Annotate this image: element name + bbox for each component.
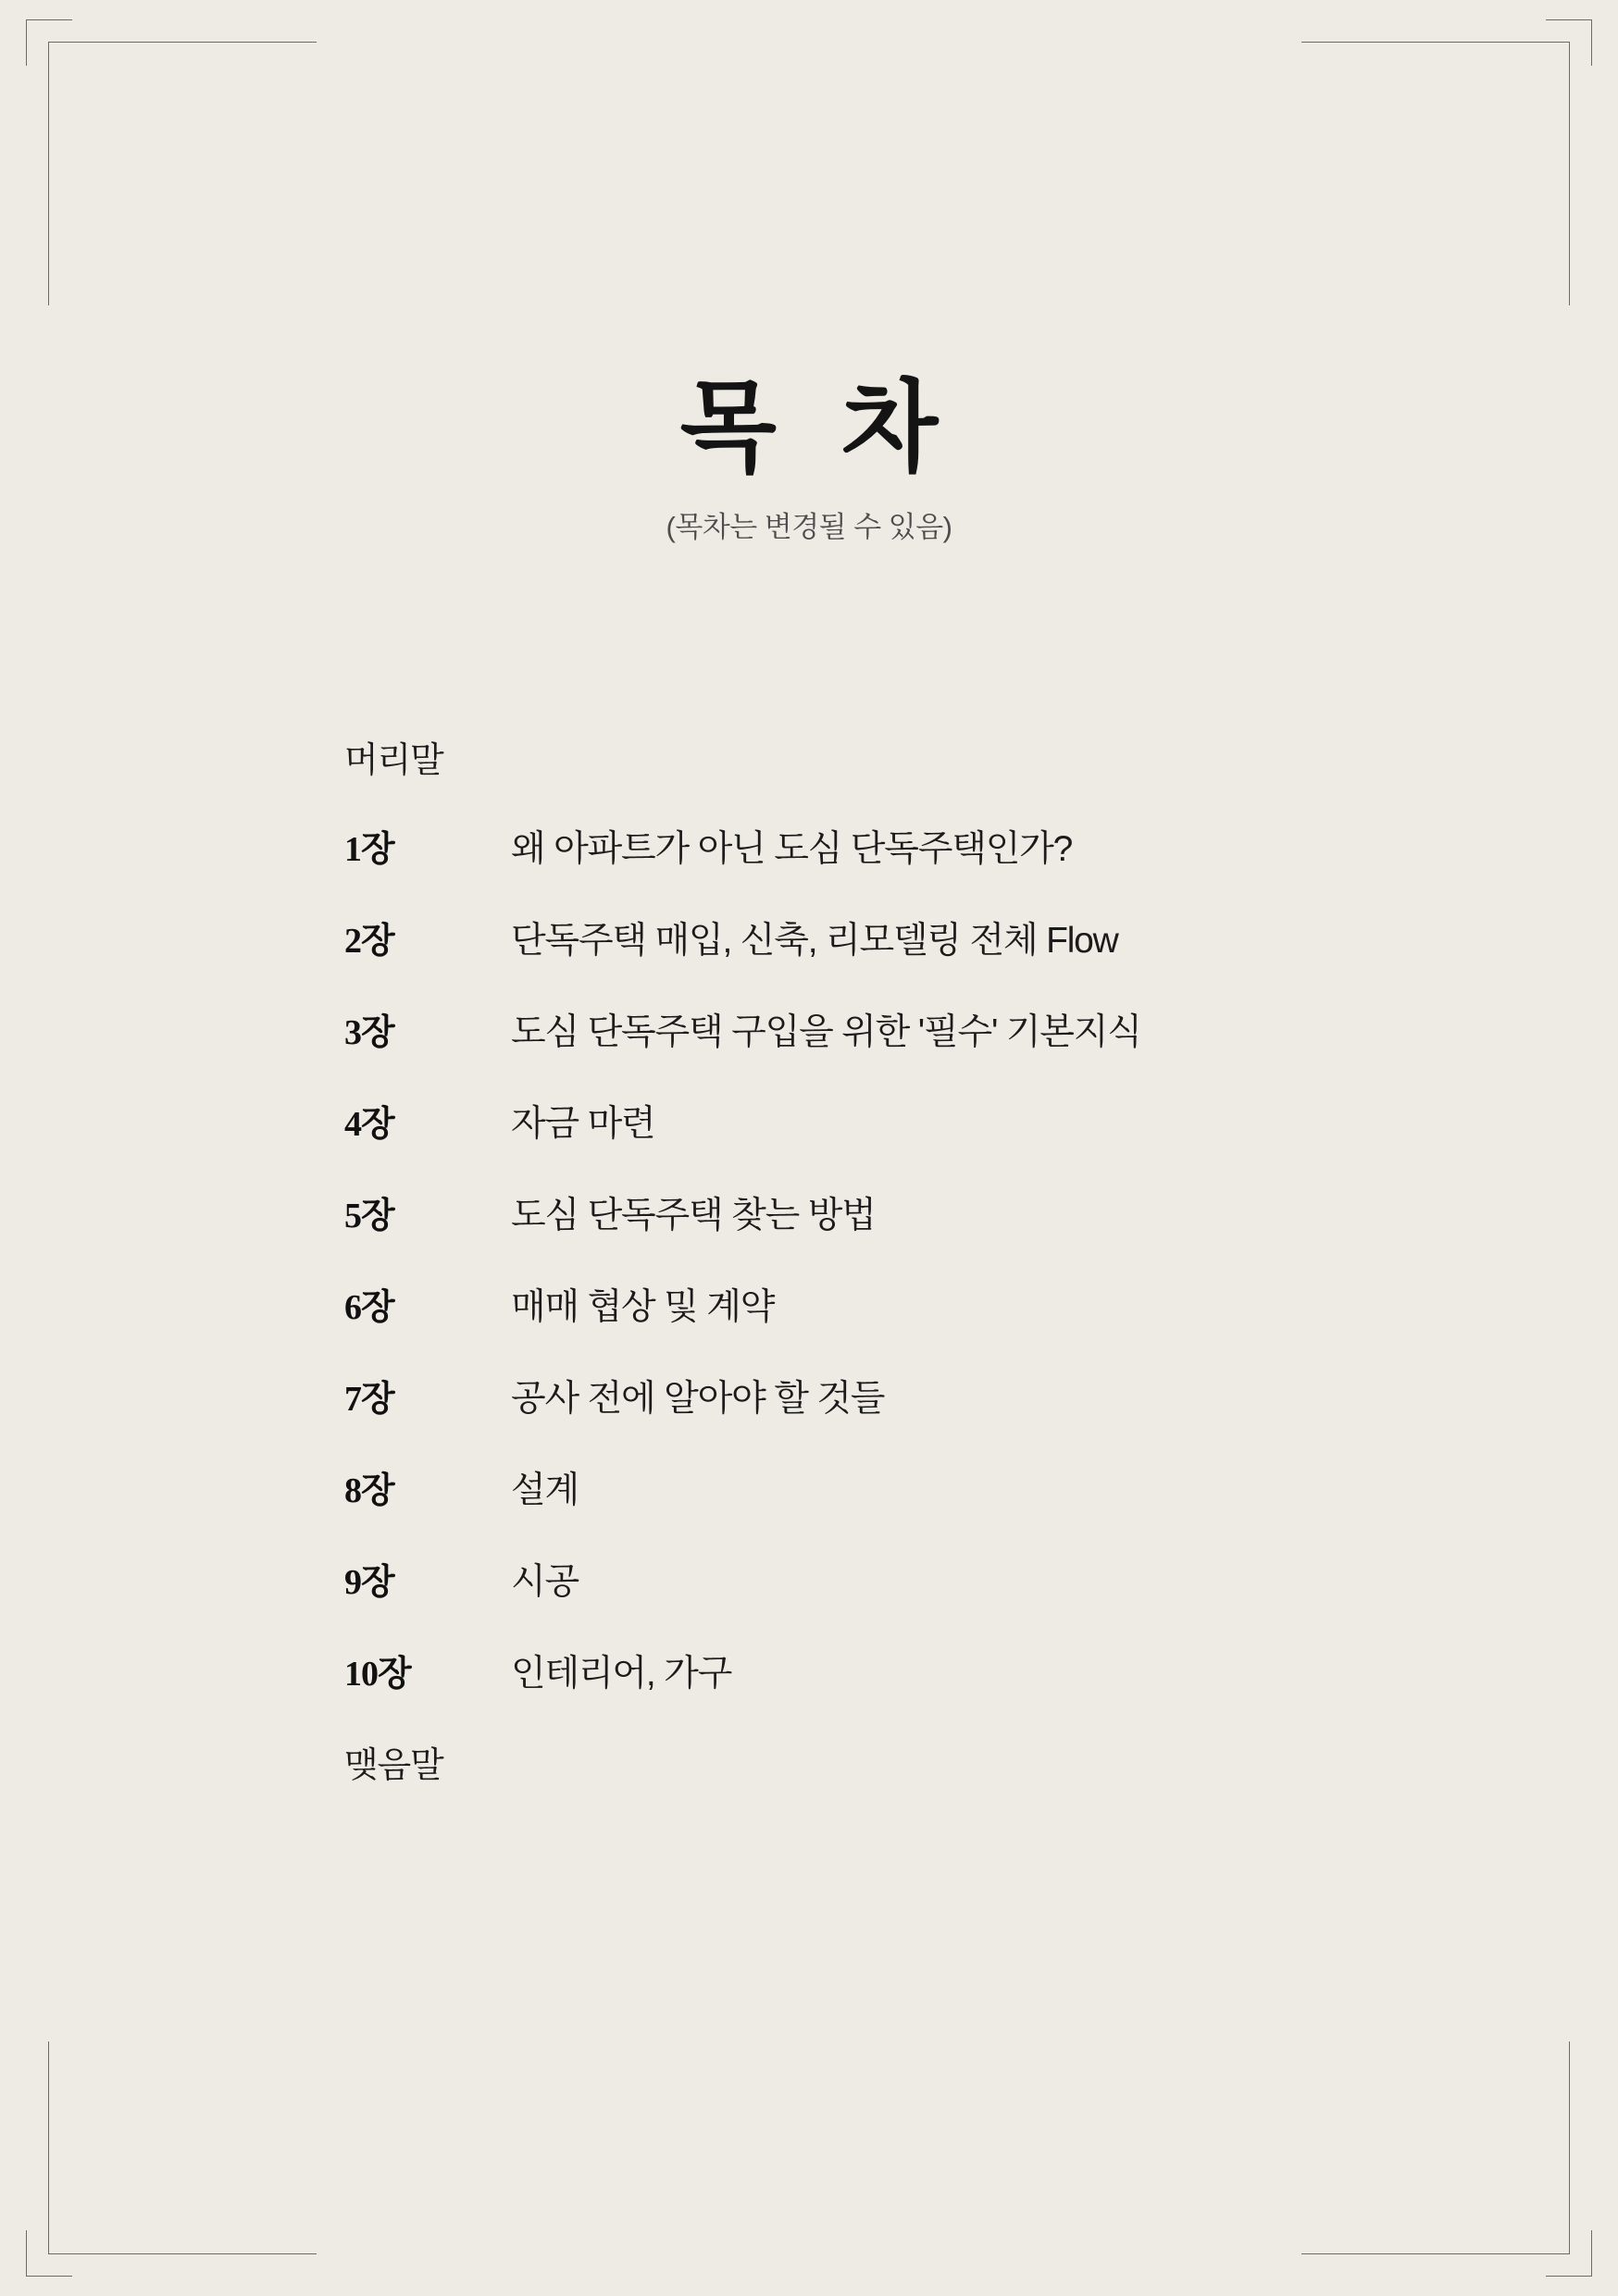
title-block <box>0 371 1618 545</box>
toc-entry <box>344 820 1363 912</box>
toc-chapter-title: 인테리어, 가구 <box>511 1654 732 1694</box>
toc-chapter-title: 자금 마련 <box>511 1104 655 1144</box>
toc-entry <box>344 1095 1363 1186</box>
toc-entry-postface <box>344 1736 1363 1825</box>
frame-notch-vertical <box>26 19 27 43</box>
toc-chapter-title: 도심 단독주택 구입을 위한 '필수' 기본지식 <box>511 1012 1141 1052</box>
toc-chapter-number: 10장 <box>344 1655 411 1694</box>
frame-notch-inner-vertical <box>1591 42 1592 66</box>
toc-chapter-number: 3장 <box>344 1013 394 1052</box>
table-of-contents <box>344 731 1363 1825</box>
frame-notch-vertical <box>1591 2253 1592 2277</box>
page-title: 목 차 <box>679 371 957 483</box>
frame-notch-inner-horizontal <box>1546 2276 1570 2277</box>
frame-notch-inner-vertical <box>26 42 27 66</box>
frame-notch-horizontal <box>1568 19 1592 20</box>
toc-chapter-title: 매매 협상 및 계약 <box>511 1287 775 1327</box>
toc-chapter-title: 왜 아파트가 아닌 도심 단독주택인가? <box>511 829 1073 869</box>
frame-line-vertical <box>1569 42 1570 305</box>
frame-notch-vertical <box>1591 19 1592 43</box>
toc-chapter-number: 5장 <box>344 1197 394 1235</box>
toc-chapter-number: 6장 <box>344 1288 394 1327</box>
toc-entry <box>344 912 1363 1003</box>
toc-chapter-number: 2장 <box>344 922 394 961</box>
toc-entry <box>344 1186 1363 1278</box>
toc-chapter-number: 4장 <box>344 1105 394 1144</box>
frame-line-horizontal <box>1301 2253 1570 2254</box>
toc-chapter-title: 공사 전에 알아야 할 것들 <box>511 1379 885 1419</box>
toc-chapter-number: 7장 <box>344 1380 394 1419</box>
frame-notch-horizontal <box>26 2276 50 2277</box>
toc-entry <box>344 1003 1363 1095</box>
frame-line-vertical <box>48 2042 49 2254</box>
toc-chapter-number: 8장 <box>344 1471 394 1510</box>
frame-notch-inner-horizontal <box>48 2276 72 2277</box>
toc-chapter-title: 설계 <box>511 1471 579 1510</box>
toc-entry <box>344 1370 1363 1461</box>
toc-chapter-number: 9장 <box>344 1563 394 1602</box>
toc-entry <box>344 1553 1363 1644</box>
toc-chapter-number: 1장 <box>344 830 394 869</box>
frame-line-vertical <box>48 42 49 305</box>
toc-preface-label: 머리말 <box>344 741 443 780</box>
frame-line-horizontal <box>1301 42 1570 43</box>
frame-line-horizontal <box>48 42 317 43</box>
page-subtitle: (목차는 변경될 수 있음) <box>666 511 952 544</box>
toc-postface-label: 맺음말 <box>344 1746 443 1785</box>
toc-entry <box>344 1461 1363 1553</box>
frame-line-vertical <box>1569 2042 1570 2254</box>
frame-notch-horizontal <box>26 19 50 20</box>
frame-notch-inner-horizontal <box>48 19 72 20</box>
frame-notch-inner-vertical <box>1591 2230 1592 2254</box>
toc-entry <box>344 1644 1363 1736</box>
frame-notch-horizontal <box>1568 2276 1592 2277</box>
toc-chapter-title: 도심 단독주택 찾는 방법 <box>511 1196 876 1235</box>
frame-notch-inner-horizontal <box>1546 19 1570 20</box>
frame-notch-inner-vertical <box>26 2230 27 2254</box>
toc-chapter-title: 단독주택 매입, 신축, 리모델링 전체 Flow <box>511 921 1118 961</box>
frame-notch-vertical <box>26 2253 27 2277</box>
toc-chapter-title: 시공 <box>511 1562 579 1602</box>
toc-entry <box>344 1278 1363 1370</box>
frame-line-horizontal <box>48 2253 317 2254</box>
toc-entry-preface <box>344 731 1363 820</box>
